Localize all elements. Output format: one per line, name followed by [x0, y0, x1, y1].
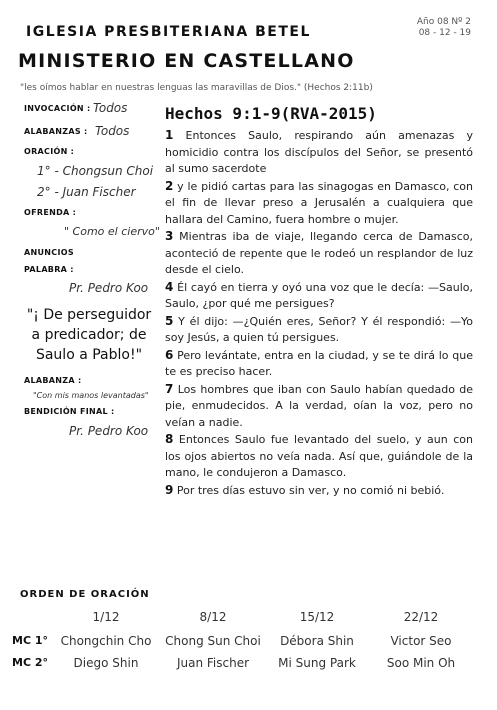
palabra-label: PALABRA :	[24, 265, 74, 274]
palabra-value: Pr. Pedro Koo	[69, 281, 149, 295]
sermon-title: "¡ De perseguidor a predicador; de Saulo a Pablo!"	[26, 307, 152, 363]
verse-text: Entonces Saulo, respirando aún amenazas y homicidio contra los discípulos del Señor, se presentó al sumo sacerdote	[165, 129, 473, 175]
date-cell: 8/12	[199, 610, 227, 624]
verse-number: 2	[165, 178, 174, 193]
date-cell: 1/12	[92, 610, 120, 624]
name-cell: Diego Shin	[73, 656, 139, 670]
verse-number: 9	[165, 482, 174, 497]
bendicion-value: Pr. Pedro Koo	[69, 424, 149, 438]
verse	[165, 347, 473, 381]
row-label: MC 1°	[12, 634, 49, 647]
name-cell: Chong Sun Choi	[165, 634, 261, 648]
invocacion-label: INVOCACIÓN :	[24, 104, 91, 113]
anuncios-label: ANUNCIOS	[24, 248, 74, 257]
alabanza-label: ALABANZA :	[24, 376, 82, 385]
scripture-text	[165, 127, 473, 499]
verse	[165, 228, 473, 279]
table-row	[0, 634, 497, 654]
issue-info	[417, 17, 471, 39]
invocacion-value: Todos	[93, 101, 128, 115]
table-header-row	[0, 610, 497, 630]
verse-text: Los hombres que iban con Saulo habían quedado de pie, enmudecidos. A la verdad, oían la voz, pero no veían a nadie.	[165, 382, 474, 429]
verse-number: 4	[165, 279, 174, 294]
issue-date: 08 - 12 - 19	[418, 28, 471, 38]
verse-number: 1	[165, 128, 174, 142]
verse	[165, 127, 473, 178]
ofrenda-value: " Como el ciervo"	[64, 225, 160, 238]
name-cell: Victor Seo	[390, 634, 452, 648]
verse-text: Mientras iba de viaje, llegando cerca de Damasco, aconteció de repente que le rodeó un resplandor de luz desde el cielo.	[165, 230, 473, 276]
alabanza-value: "Con mis manos levantadas"	[33, 391, 149, 400]
oracion-1: 1° - Chongsun Choi	[37, 164, 154, 178]
name-cell: Mi Sung Park	[278, 656, 356, 670]
header-quote: "les oímos hablar en nuestras lenguas las maravillas de Dios." (Hechos 2:11b)	[20, 83, 373, 93]
verse-text: Entonces Saulo fue levantado del suelo, y aun con los ojos abiertos no veía nada. Así que, guiándole de la mano, le condujeron a Damasco.	[165, 433, 473, 479]
ofrenda-label: OFRENDA :	[24, 208, 77, 217]
verse-number: 5	[165, 313, 174, 328]
scripture-reference: Hechos 9:1-9(RVA-2015)	[165, 104, 377, 123]
table-row	[0, 656, 497, 676]
verse	[165, 482, 473, 500]
date-cell: 15/12	[299, 610, 335, 624]
church-name: IGLESIA PRESBITERIANA BETEL	[26, 24, 311, 40]
verse-text: Por tres días estuvo sin ver, y no comió ni bebió.	[176, 483, 445, 497]
name-cell: Juan Fischer	[176, 656, 250, 670]
ministry-title: MINISTERIO EN CASTELLANO	[18, 50, 355, 72]
alabanzas-label: ALABANZAS :	[24, 127, 88, 136]
prayer-order-title: ORDEN DE ORACIÓN	[20, 589, 150, 600]
verse	[165, 431, 473, 482]
verse-text: Él cayó en tierra y oyó una voz que le decía: —Saulo, Saulo, ¿por qué me persigues?	[165, 280, 473, 310]
name-cell: Débora Shin	[280, 634, 354, 648]
name-cell: Soo Min Oh	[386, 656, 456, 670]
issue-number: Año 08 Nº 2	[416, 17, 471, 27]
verse-number: 6	[165, 347, 174, 362]
oracion-2: 2° - Juan Fischer	[37, 185, 136, 199]
verse	[165, 313, 473, 347]
verse	[165, 279, 473, 313]
name-cell: Chongchin Cho	[60, 634, 152, 648]
oracion-label: ORACIÓN :	[24, 147, 75, 156]
row-label: MC 2°	[12, 656, 49, 669]
verse-text: y le pidió cartas para las sinagogas en Damasco, con el fin de llevar preso a Jerusalén a cualquiera que hallara del Camino, fuera hombre o mujer.	[165, 179, 474, 226]
bendicion-label: BENDICIÓN FINAL :	[24, 407, 115, 416]
verse-number: 3	[165, 229, 174, 243]
verse	[165, 178, 473, 229]
verse-number: 8	[165, 432, 174, 446]
alabanzas-value: Todos	[95, 124, 130, 138]
verse-text: Y él dijo: —¿Quién eres, Señor? Y él respondió: —Yo soy Jesús, a quien tú persigues.	[165, 314, 473, 344]
verse-number: 7	[165, 381, 174, 396]
verse-text: Pero levántate, entra en la ciudad, y se te dirá lo que te es preciso hacer.	[165, 348, 474, 378]
verse	[165, 381, 473, 432]
date-cell: 22/12	[403, 610, 439, 624]
